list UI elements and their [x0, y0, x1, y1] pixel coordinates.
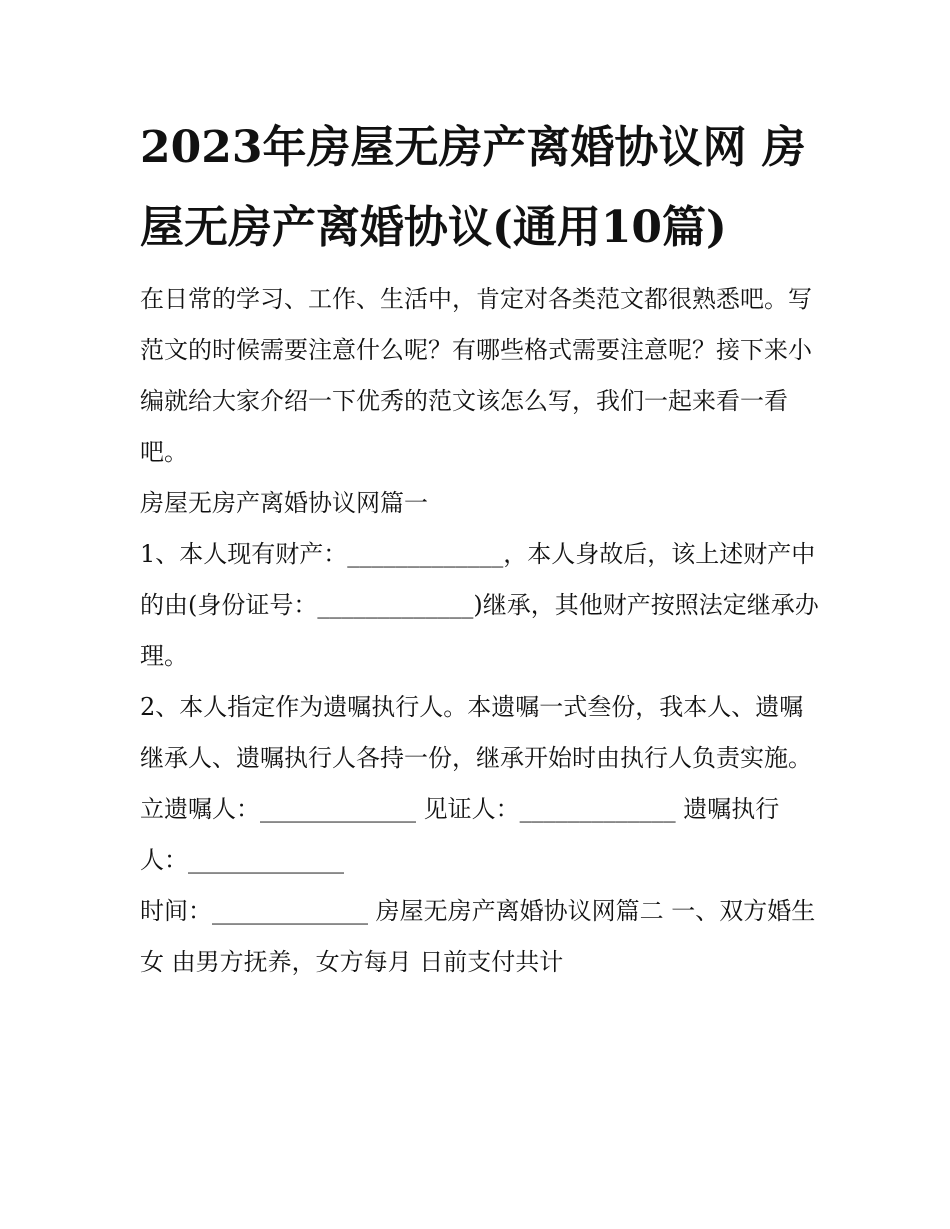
section-heading-1: 房屋无房产离婚协议网篇一 [140, 489, 428, 517]
signature-line: 立遗嘱人：_____________ 见证人：_____________ 遗嘱执行人：_____________ [140, 795, 780, 874]
document-page [140, 108, 820, 988]
document-title: 2023年房屋无房产离婚协议网 房屋无房产离婚协议(通用10篇) [140, 122, 806, 253]
clause-1: 1、本人现有财产：_____________，本人身故后，该上述财产中的由(身份证号：_____________)继承，其他财产按照法定继承办理。 [140, 540, 819, 670]
intro-paragraph: 在日常的学习、工作、生活中，肯定对各类范文都很熟悉吧。写范文的时候需要注意什么呢？有哪些格式需要注意呢？接下来小编就给大家介绍一下优秀的范文该怎么写，我们一起来看一看吧。 [140, 285, 812, 466]
clause-2: 2、本人指定作为遗嘱执行人。本遗嘱一式叁份，我本人、遗嘱继承人、遗嘱执行人各持一份，继承开始时由执行人负责实施。 [140, 693, 812, 772]
time-line: 时间：_____________ 房屋无房产离婚协议网篇二 一、双方婚生女 由男方抚养，女方每月 日前支付共计 [140, 897, 816, 976]
